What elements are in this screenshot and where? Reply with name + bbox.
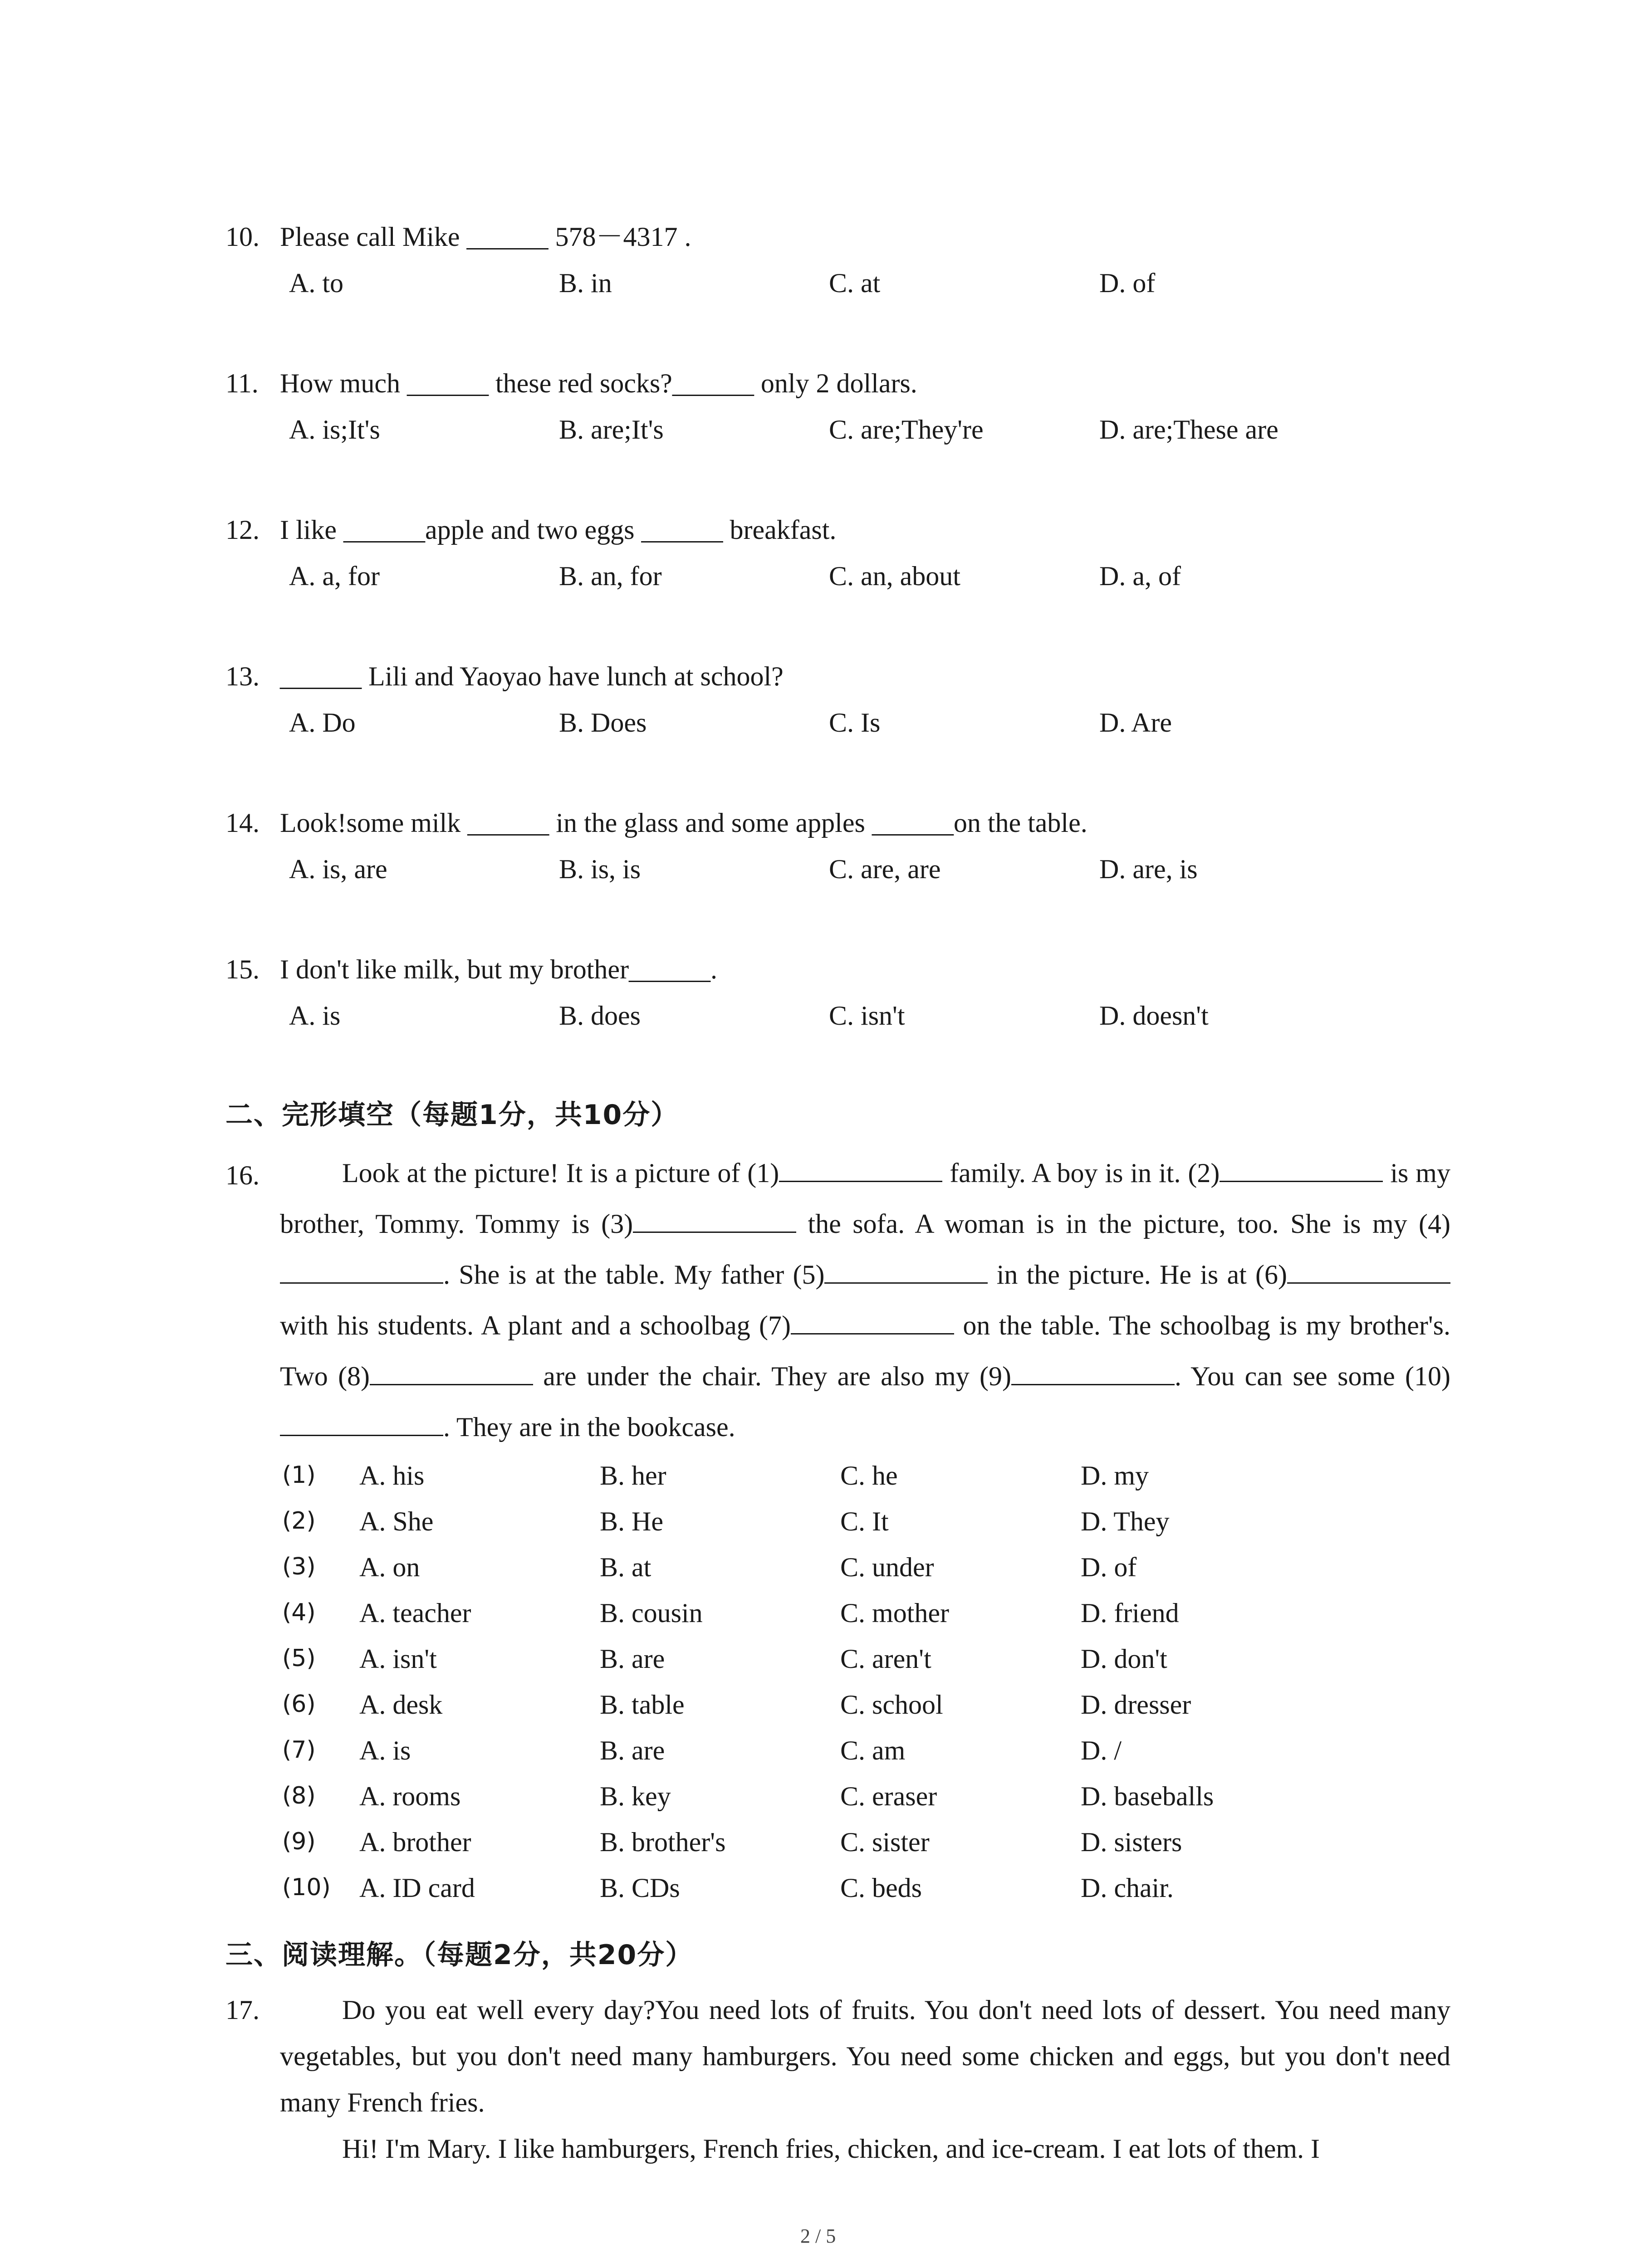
page-number: 2 / 5 (800, 2225, 836, 2247)
option-b: B. Does (559, 708, 647, 738)
option-a: A. a, for (289, 561, 380, 591)
blank-10[interactable] (280, 1412, 443, 1436)
option-d: D. don't (1081, 1644, 1167, 1674)
row-number: (1) (282, 1461, 316, 1489)
option-b: B. cousin (600, 1598, 703, 1628)
blank-9[interactable] (1011, 1361, 1175, 1385)
row-number: (3) (282, 1553, 316, 1580)
option-b: B. her (600, 1461, 666, 1491)
question-number: 17. (225, 1995, 260, 2025)
option-c: C. sister (840, 1827, 930, 1857)
option-c: C. Is (829, 708, 881, 738)
option-c: C. are;They're (829, 415, 984, 445)
section-2-title: 二、完形填空（每题1分，共10分） (225, 1099, 679, 1131)
option-b: B. at (600, 1552, 652, 1582)
blank-6[interactable] (1287, 1260, 1450, 1284)
option-b: B. table (600, 1690, 685, 1720)
option-c: C. It (840, 1506, 889, 1536)
option-c: C. he (840, 1461, 898, 1491)
row-number: (10) (282, 1874, 331, 1901)
blank-2[interactable] (1220, 1158, 1383, 1182)
option-b: B. CDs (600, 1873, 680, 1903)
option-a: A. isn't (359, 1644, 437, 1674)
option-a: A. is;It's (289, 415, 380, 445)
question-number: 10. (225, 222, 260, 252)
option-d: D. baseballs (1081, 1781, 1214, 1811)
question-stem: Please call Mike ______ 578－4317 . (280, 222, 691, 252)
option-d: D. doesn't (1099, 1001, 1209, 1031)
blank-4[interactable] (280, 1260, 443, 1284)
option-b: B. an, for (559, 561, 662, 591)
question-stem: I don't like milk, but my brother______. (280, 954, 718, 984)
option-c: C. school (840, 1690, 943, 1720)
option-a: A. brother (359, 1827, 471, 1857)
option-d: D. a, of (1099, 561, 1181, 591)
option-a: A. ID card (359, 1873, 475, 1903)
option-d: D. my (1081, 1461, 1149, 1491)
option-a: A. Do (289, 708, 356, 738)
option-a: A. his (359, 1461, 425, 1491)
option-b: B. He (600, 1506, 663, 1536)
question-number: 12. (225, 515, 260, 545)
row-number: (6) (282, 1691, 316, 1718)
option-a: A. to (289, 268, 343, 298)
question-number: 14. (225, 808, 260, 838)
option-b: B. are (600, 1735, 665, 1765)
option-c: C. are, are (829, 854, 941, 884)
option-a: A. rooms (359, 1781, 461, 1811)
question-number: 13. (225, 661, 260, 691)
option-a: A. teacher (359, 1598, 471, 1628)
option-d: D. / (1081, 1735, 1122, 1765)
row-number: (5) (282, 1645, 316, 1672)
option-c: C. an, about (829, 561, 960, 591)
reading-paragraph-2: Hi! I'm Mary. I like hamburgers, French fries, chicken, and ice-cream. I eat lots of them. I (342, 2134, 1320, 2164)
blank-3[interactable] (633, 1209, 796, 1233)
question-stem: Look!some milk ______ in the glass and some apples ______on the table. (280, 808, 1087, 838)
section-3-title: 三、阅读理解。（每题2分，共20分） (225, 1939, 694, 1971)
option-a: A. is (289, 1001, 341, 1031)
option-a: A. is (359, 1735, 411, 1765)
option-b: B. key (600, 1781, 671, 1811)
question-number: 16. (225, 1160, 260, 1190)
blank-1[interactable] (779, 1158, 942, 1182)
option-c: C. eraser (840, 1781, 937, 1811)
row-number: (9) (282, 1828, 316, 1855)
option-b: B. are (600, 1644, 665, 1674)
option-b: B. are;It's (559, 415, 664, 445)
option-d: D. friend (1081, 1598, 1179, 1628)
question-number: 11. (225, 368, 259, 398)
row-number: (8) (282, 1782, 316, 1809)
option-b: B. brother's (600, 1827, 726, 1857)
question-stem: ______ Lili and Yaoyao have lunch at school? (280, 661, 784, 691)
option-d: D. sisters (1081, 1827, 1182, 1857)
cloze-passage: Look at the picture! It is a picture of (1) family. A boy is in it. (2) is my brother, Tommy. Tommy is (3) the sofa. A woman is in the picture, too. She is my (4). She is at the table. My father (5) in the picture. He is at (6) with his students. A plant and a schoolbag (7) on the table. The schoolbag is my brother's. Two (8) are under the chair. They are also my (9) . You can see some (10). They are in the bookcase. (280, 1158, 1450, 1442)
option-b: B. in (559, 268, 612, 298)
blank-7[interactable] (791, 1310, 954, 1334)
option-d: D. dresser (1081, 1690, 1191, 1720)
option-a: A. desk (359, 1690, 443, 1720)
option-c: C. mother (840, 1598, 949, 1628)
option-c: C. aren't (840, 1644, 931, 1674)
blank-8[interactable] (370, 1361, 533, 1385)
option-d: D. chair. (1081, 1873, 1174, 1903)
option-c: C. isn't (829, 1001, 905, 1031)
option-b: B. is, is (559, 854, 641, 884)
option-b: B. does (559, 1001, 641, 1031)
option-a: A. on (359, 1552, 420, 1582)
reading-paragraph-1: Do you eat well every day?You need lots of fruits. You don't need lots of dessert. You need many vegetables, but you don't need many hamburgers. You need some chicken and eggs, but you don't need many French fries. (280, 1995, 1450, 2117)
question-stem: How much ______ these red socks?______ only 2 dollars. (280, 368, 917, 398)
blank-5[interactable] (824, 1260, 988, 1284)
question-number: 15. (225, 954, 260, 984)
option-d: D. They (1081, 1506, 1170, 1536)
row-number: (7) (282, 1736, 316, 1764)
option-c: C. under (840, 1552, 934, 1582)
option-d: D. of (1081, 1552, 1137, 1582)
row-number: (4) (282, 1599, 316, 1626)
question-stem: I like ______apple and two eggs ______ breakfast. (280, 515, 837, 545)
option-c: C. am (840, 1735, 906, 1765)
option-c: C. at (829, 268, 881, 298)
option-a: A. She (359, 1506, 434, 1536)
option-d: D. of (1099, 268, 1156, 298)
option-c: C. beds (840, 1873, 922, 1903)
option-d: D. are, is (1099, 854, 1198, 884)
option-d: D. are;These are (1099, 415, 1279, 445)
option-a: A. is, are (289, 854, 387, 884)
option-d: D. Are (1099, 708, 1172, 738)
row-number: (2) (282, 1507, 316, 1535)
